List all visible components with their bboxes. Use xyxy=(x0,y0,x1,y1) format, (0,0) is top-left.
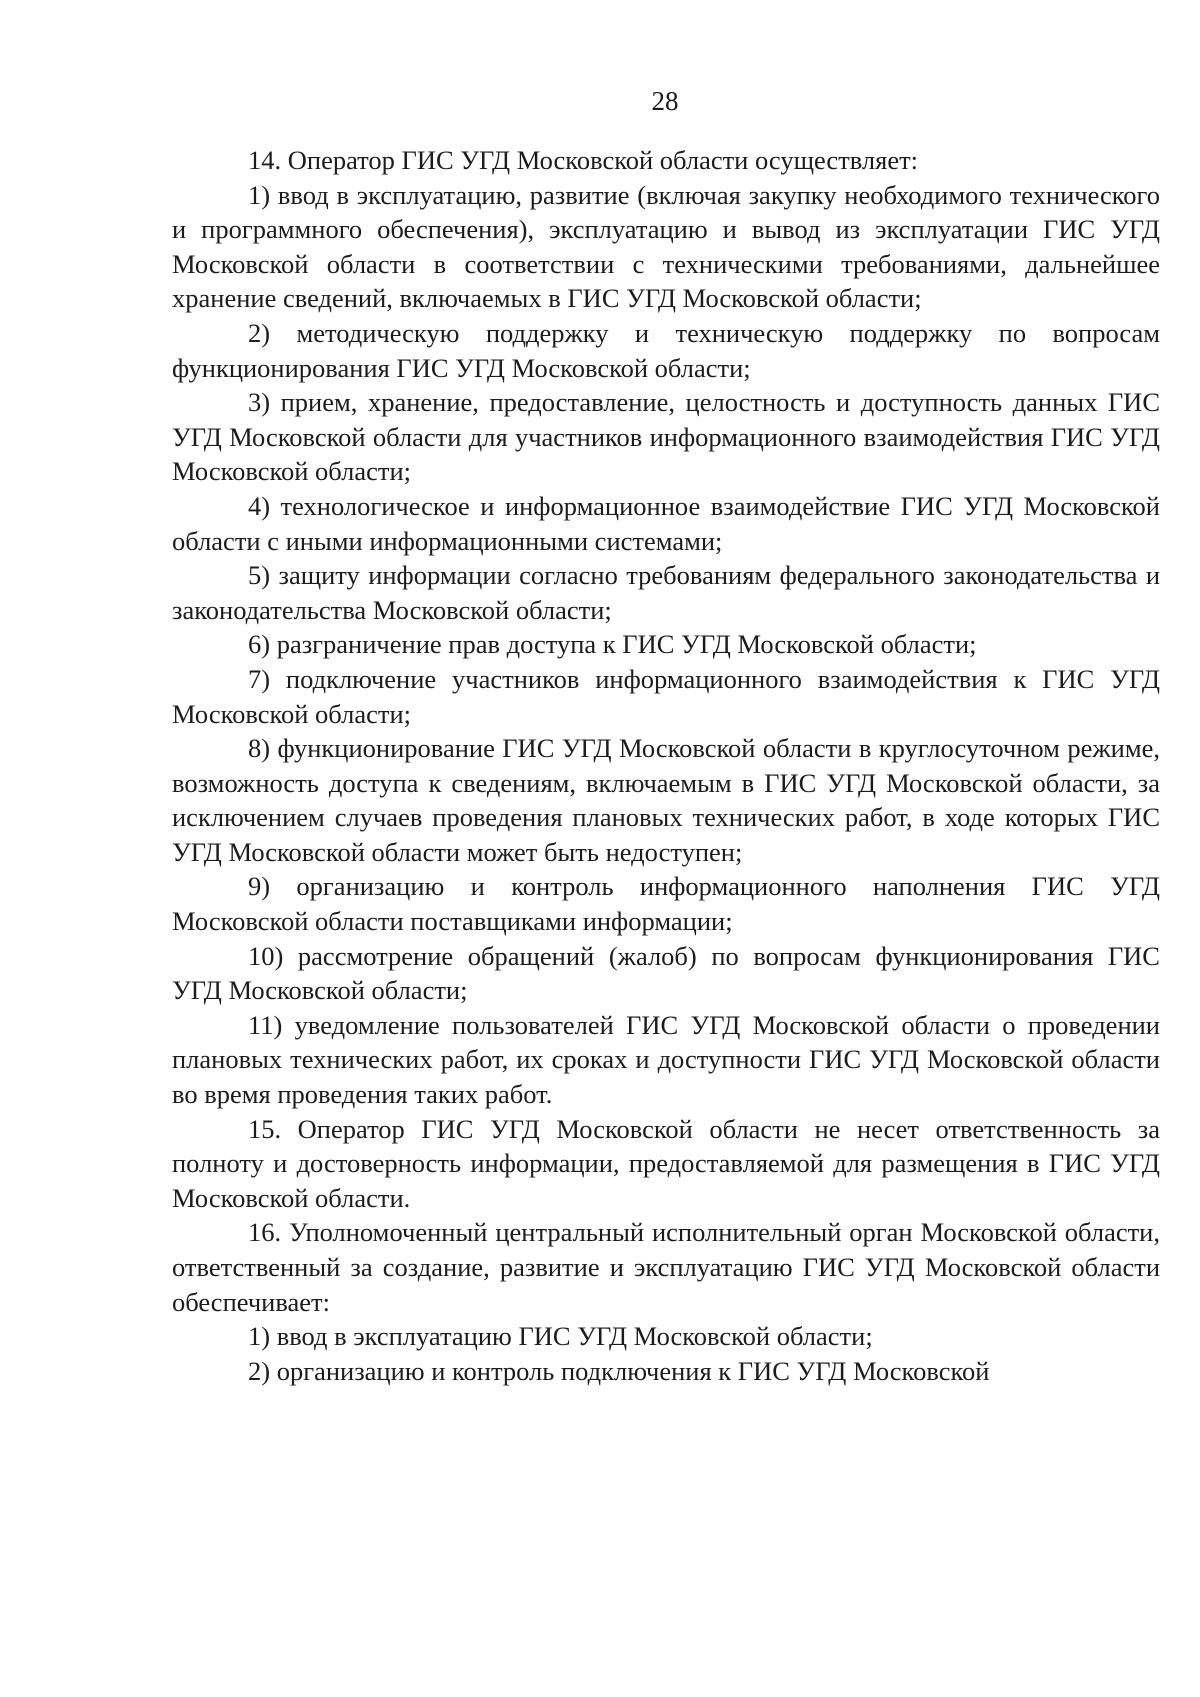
paragraph: 7) подключение участников информационного взаимодействия к ГИС УГД Московской области; xyxy=(172,663,1160,729)
paragraph: 1) ввод в эксплуатацию, развитие (включая закупку необходимого технического и программного обеспечения), эксплуатацию и вывод из эксплуатации ГИС УГД Московской области в соответствии с техническими требованиями, дальнейшее хранение сведений, включаемых в ГИС УГД Московской области; xyxy=(172,179,1160,314)
paragraph: 4) технологическое и информационное взаимодействие ГИС УГД Московской области с иными информационными системами; xyxy=(172,490,1160,556)
paragraph: 3) прием, хранение, предоставление, целостность и доступность данных ГИС УГД Московской области для участников информационного взаимодействия ГИС УГД Московской области; xyxy=(172,387,1160,487)
paragraph: 14. Оператор ГИС УГД Московской области осуществляет: xyxy=(248,145,919,175)
paragraph: 16. Уполномоченный центральный исполнительный орган Московской области, ответственный за создание, развитие и эксплуатацию ГИС УГД Московской области обеспечивает: xyxy=(172,1217,1160,1317)
paragraph: 5) защиту информации согласно требованиям федерального законодательства и законодательства Московской области; xyxy=(172,560,1160,625)
paragraph: 15. Оператор ГИС УГД Московской области не несет ответственность за полноту и достоверность информации, предоставляемой для размещения в ГИС УГД Московской области. xyxy=(172,1113,1160,1213)
document-body xyxy=(172,143,1160,1388)
page-number: 28 xyxy=(651,86,679,116)
paragraph: 9) организацию и контроль информационного наполнения ГИС УГД Московской области поставщиками информации; xyxy=(172,871,1160,937)
paragraph: 11) уведомление пользователей ГИС УГД Московской области о проведении плановых технических работ, их сроках и доступности ГИС УГД Московской области во время проведения таких работ. xyxy=(172,1009,1160,1110)
paragraph: 1) ввод в эксплуатацию ГИС УГД Московской области; xyxy=(248,1321,873,1352)
paragraph: 2) методическую поддержку и техническую поддержку по вопросам функционирования ГИС УГД Московской области; xyxy=(172,317,1160,383)
paragraph: 2) организацию и контроль подключения к ГИС УГД Московской xyxy=(248,1355,990,1386)
paragraph: 6) разграничение прав доступа к ГИС УГД Московской области; xyxy=(248,629,977,660)
paragraph: 10) рассмотрение обращений (жалоб) по вопросам функционирования ГИС УГД Московской области; xyxy=(172,940,1160,1006)
paragraph: 8) функционирование ГИС УГД Московской области в круглосуточном режиме, возможность доступа к сведениям, включаемым в ГИС УГД Московской области, за исключением случаев проведения плановых технических работ, в ходе которых ГИС УГД Московской области может быть недоступен; xyxy=(172,733,1160,867)
